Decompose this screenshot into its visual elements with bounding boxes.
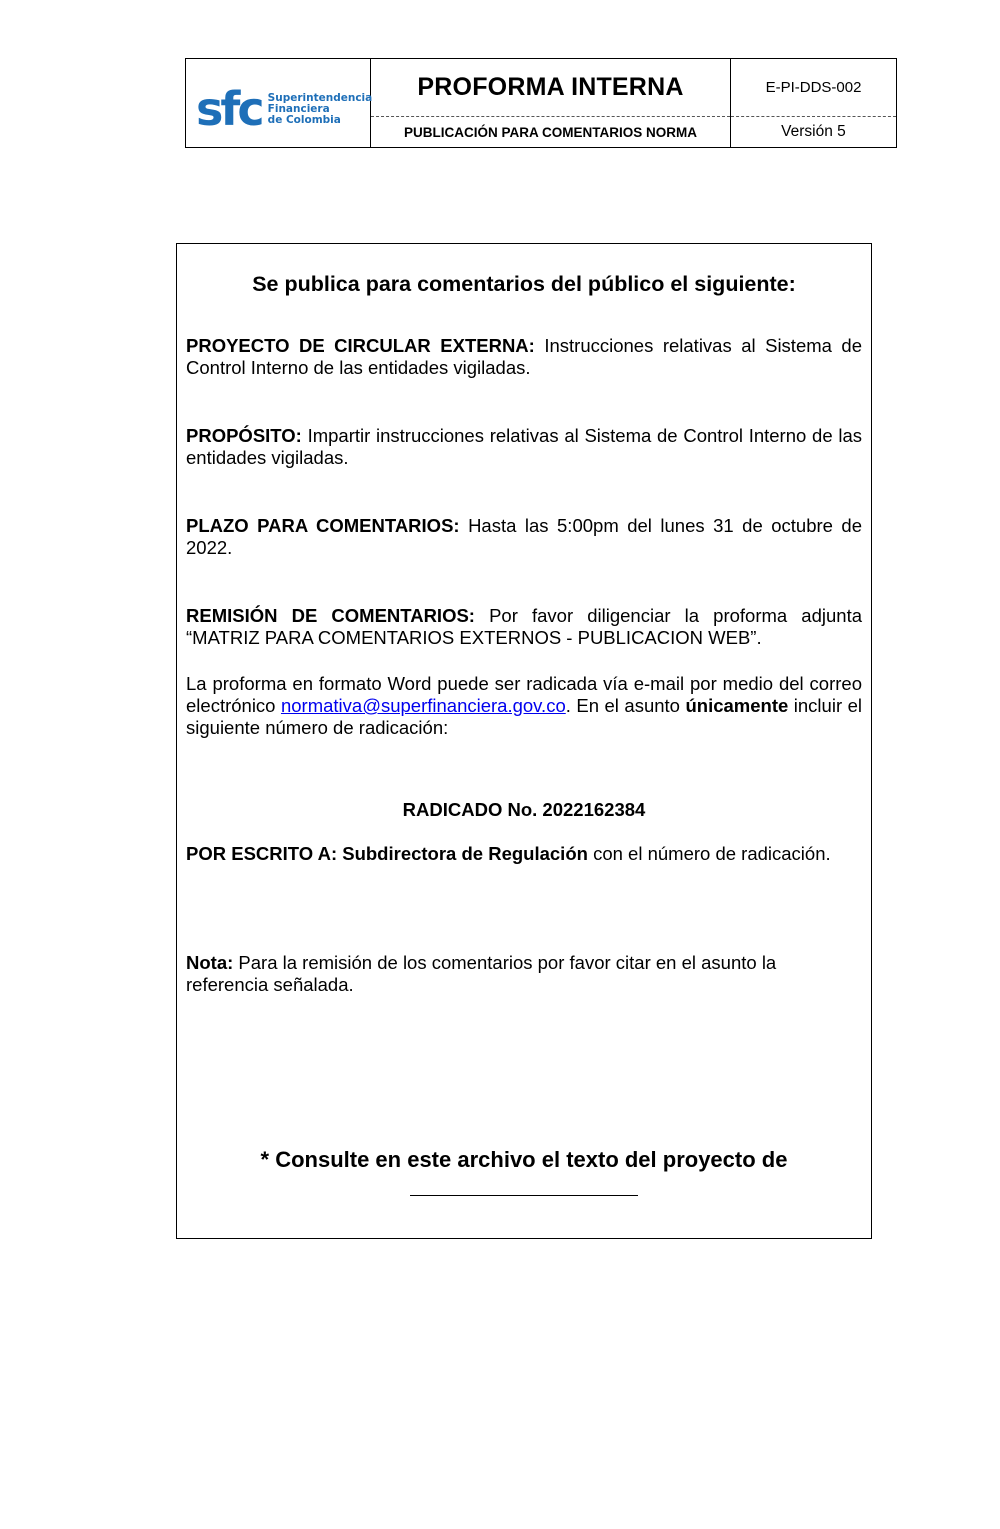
- logo-text: [268, 93, 373, 126]
- remision-paragraph: [186, 605, 862, 649]
- proposito-label: PROPÓSITO:: [186, 425, 302, 446]
- logo-line-3: de Colombia: [267, 113, 341, 126]
- proforma-paragraph: [186, 673, 862, 739]
- document-code: E-PI-DDS-002: [765, 79, 862, 96]
- title-cell: [371, 59, 731, 147]
- document-subtitle: PUBLICACIÓN PARA COMENTARIOS NORMA: [404, 124, 697, 140]
- proyecto-label: PROYECTO DE CIRCULAR EXTERNA:: [186, 335, 535, 356]
- logo-mark: sfc: [196, 82, 262, 136]
- escrito-label: POR ESCRITO A: Subdirectora de Regulación: [186, 843, 588, 864]
- sfc-logo: [196, 82, 373, 136]
- document-header: [185, 58, 897, 148]
- proyecto-text: Instrucciones relativas al Sistema de Control Interno de las entidades vigiladas.: [186, 335, 863, 378]
- nota-text: Para la remisión de los comentarios por favor citar en el asunto la referencia señalada.: [186, 952, 777, 995]
- logo-line-2: Financiera: [267, 102, 330, 115]
- document-title: PROFORMA INTERNA: [417, 73, 684, 101]
- plazo-text: Hasta las 5:00pm del lunes 31 de octubre de 2022.: [186, 515, 863, 558]
- escrito-text: con el número de radicación.: [587, 843, 831, 864]
- document-version: Versión 5: [781, 123, 846, 140]
- proforma-text-end: incluir el siguiente número de radicación:: [186, 695, 862, 738]
- proforma-text-before: La proforma en formato Word puede ser radicada vía e-mail por medio del correo electrónico: [186, 673, 862, 716]
- publication-box: [176, 243, 872, 1239]
- nota-paragraph: [186, 952, 862, 996]
- remision-label: REMISIÓN DE COMENTARIOS:: [186, 605, 475, 626]
- proposito-text: Impartir instrucciones relativas al Sistema de Control Interno de las entidades vigiladas.: [186, 425, 862, 468]
- proforma-bold-word: únicamente: [685, 695, 789, 716]
- proforma-text-after: . En el asunto: [565, 695, 686, 716]
- logo-cell: [186, 59, 371, 147]
- consulte-note: * Consulte en este archivo el texto del proyecto de: [260, 1147, 788, 1172]
- proyecto-paragraph: [186, 335, 862, 379]
- escrito-paragraph: [186, 843, 862, 865]
- email-link[interactable]: normativa@superfinanciera.gov.co: [280, 695, 566, 716]
- remision-text: Por favor diligenciar la proforma adjunta “MATRIZ PARA COMENTARIOS EXTERNOS - PUBLICACION WEB”.: [186, 605, 862, 648]
- code-cell: [731, 59, 896, 147]
- logo-line-1: Superintendencia: [267, 91, 373, 104]
- proposito-paragraph: [186, 425, 862, 469]
- nota-label: Nota:: [186, 952, 234, 973]
- radicado-number: RADICADO No. 2022162384: [402, 799, 646, 820]
- publication-heading: Se publica para comentarios del público el siguiente:: [252, 272, 796, 296]
- plazo-label: PLAZO PARA COMENTARIOS:: [186, 515, 460, 536]
- plazo-paragraph: [186, 515, 862, 559]
- blank-line: [410, 1195, 638, 1196]
